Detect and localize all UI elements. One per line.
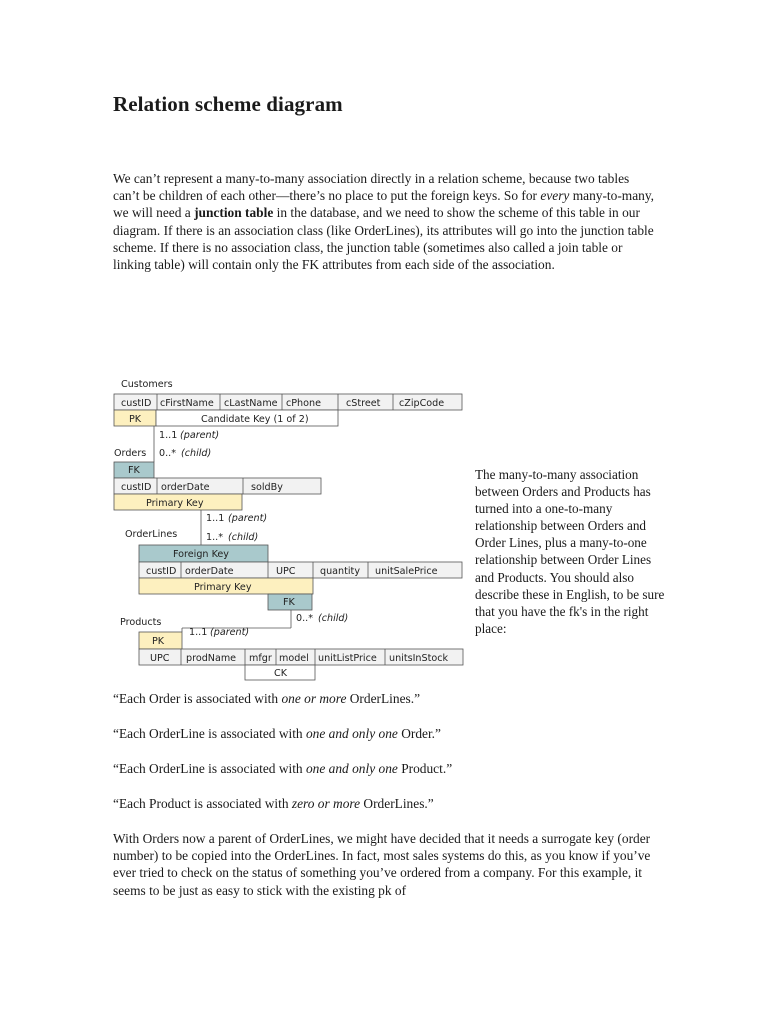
- orderlines-col-0: custID: [146, 566, 177, 577]
- rel3-child-mult: 0..*: [296, 613, 313, 624]
- rel1-child-role: (child): [181, 448, 212, 459]
- quote-4-pre: “Each Product is associated with: [113, 796, 292, 811]
- customers-label: Customers: [121, 379, 173, 390]
- orderlines-pk-label: Primary Key: [194, 582, 252, 593]
- products-col-2: mfgr: [249, 653, 272, 664]
- orders-pk-label: Primary Key: [146, 498, 204, 509]
- rel3-parent-role: (parent): [210, 627, 250, 638]
- intro-bold: junction table: [194, 205, 274, 221]
- orders-col-0: custID: [121, 482, 152, 493]
- intro-emphasis: every: [540, 188, 570, 204]
- page-title: Relation scheme diagram: [113, 92, 343, 116]
- quote-2: [113, 725, 441, 742]
- orders-label: Orders: [114, 448, 147, 459]
- quote-1-em: one or more: [281, 691, 347, 706]
- products-col-1: prodName: [186, 653, 237, 664]
- rel2-child-mult: 1..*: [206, 532, 223, 543]
- quote-1-pre: “Each Order is associated with: [113, 691, 282, 706]
- quote-4-post: OrderLines.”: [360, 796, 434, 811]
- quote-3-post: Product.”: [397, 761, 453, 776]
- orderlines-col-4: unitSalePrice: [375, 566, 438, 577]
- rel2-parent-role: (parent): [228, 513, 268, 524]
- quote-1-post: OrderLines.”: [346, 691, 421, 706]
- products-col-3: model: [279, 653, 309, 664]
- orderlines-col-2: UPC: [276, 566, 296, 577]
- rel2-parent-mult: 1..1: [206, 513, 225, 524]
- quote-4-em: zero or more: [291, 796, 361, 811]
- products-ck-label: CK: [274, 668, 287, 679]
- orders-col-2: soldBy: [251, 482, 283, 493]
- products-label: Products: [120, 617, 162, 628]
- intro-text-1: We can’t represent a many-to-many association directly in a relation scheme, because two tables can’t be children of each other—there’s no place to put the foreign keys. So for: [113, 171, 630, 204]
- closing-paragraph: With Orders now a parent of OrderLines, we might have decided that it needs a surrogate key (order number) to be copied into the OrderLines. In fact, most sales systems do this, as you know if you’ve ever tried to check on the status of something you’ve ordered from a company. For this example, it seems to be just as easy to stick with the existing pk of: [113, 831, 651, 898]
- orderlines-label: OrderLines: [125, 529, 178, 540]
- rel1-parent-role: (parent): [180, 430, 220, 441]
- intro-text-2: many-to-many, we will need a: [113, 188, 655, 221]
- orderlines-fk2-label: FK: [283, 597, 295, 608]
- rel2-child-role: (child): [228, 532, 259, 543]
- customers-col-5: cZipCode: [399, 398, 445, 409]
- customers-col-4: cStreet: [346, 398, 381, 409]
- orders-fk-label: FK: [128, 465, 140, 476]
- rel1-parent-mult: 1..1: [159, 430, 178, 441]
- rel1-child-mult: 0..*: [159, 448, 176, 459]
- orderlines-fk-label: Foreign Key: [173, 549, 229, 560]
- orderlines-col-3: quantity: [320, 566, 360, 577]
- quote-2-pre: “Each OrderLine is associated with: [113, 726, 306, 741]
- customers-col-3: cPhone: [286, 398, 321, 409]
- quote-3-em: one and only one: [305, 761, 398, 776]
- quote-3-pre: “Each OrderLine is associated with: [113, 761, 306, 776]
- rel3-child-role: (child): [318, 613, 349, 624]
- orderlines-col-1: orderDate: [185, 566, 234, 577]
- products-col-5: unitsInStock: [389, 653, 449, 664]
- quote-1: [113, 690, 420, 707]
- products-col-0: UPC: [150, 653, 170, 664]
- orders-col-1: orderDate: [161, 482, 210, 493]
- customers-ck-label: Candidate Key (1 of 2): [201, 414, 309, 425]
- customers-col-1: cFirstName: [160, 398, 214, 409]
- quote-2-em: one and only one: [305, 726, 398, 741]
- quote-4: [113, 795, 434, 812]
- products-col-4: unitListPrice: [318, 653, 377, 664]
- intro-paragraph: [113, 170, 658, 273]
- quote-2-post: Order.”: [397, 726, 441, 741]
- rel3-parent-mult: 1..1: [189, 627, 208, 638]
- side-explanation: The many-to-many association between Orders and Products has turned into a one-to-many relationship between Orders and Order Lines, plus a many-to-one relationship between Order Lines and Products. You should also describe these in English, to be sure that you have the fk's in the right place:: [475, 467, 665, 636]
- quote-3: [113, 760, 452, 777]
- customers-pk-label: PK: [129, 414, 142, 425]
- products-pk-label: PK: [152, 636, 165, 647]
- customers-col-0: custID: [121, 398, 152, 409]
- intro-text-3: in the database, and we need to show the scheme of this table in our diagram. If there is an association class (like OrderLines), its attributes will go into the junction table scheme. If there is no association class, the junction table (sometimes also called a join table or linking table) will contain only the FK attributes from each side of the association.: [113, 205, 654, 273]
- customers-col-2: cLastName: [224, 398, 278, 409]
